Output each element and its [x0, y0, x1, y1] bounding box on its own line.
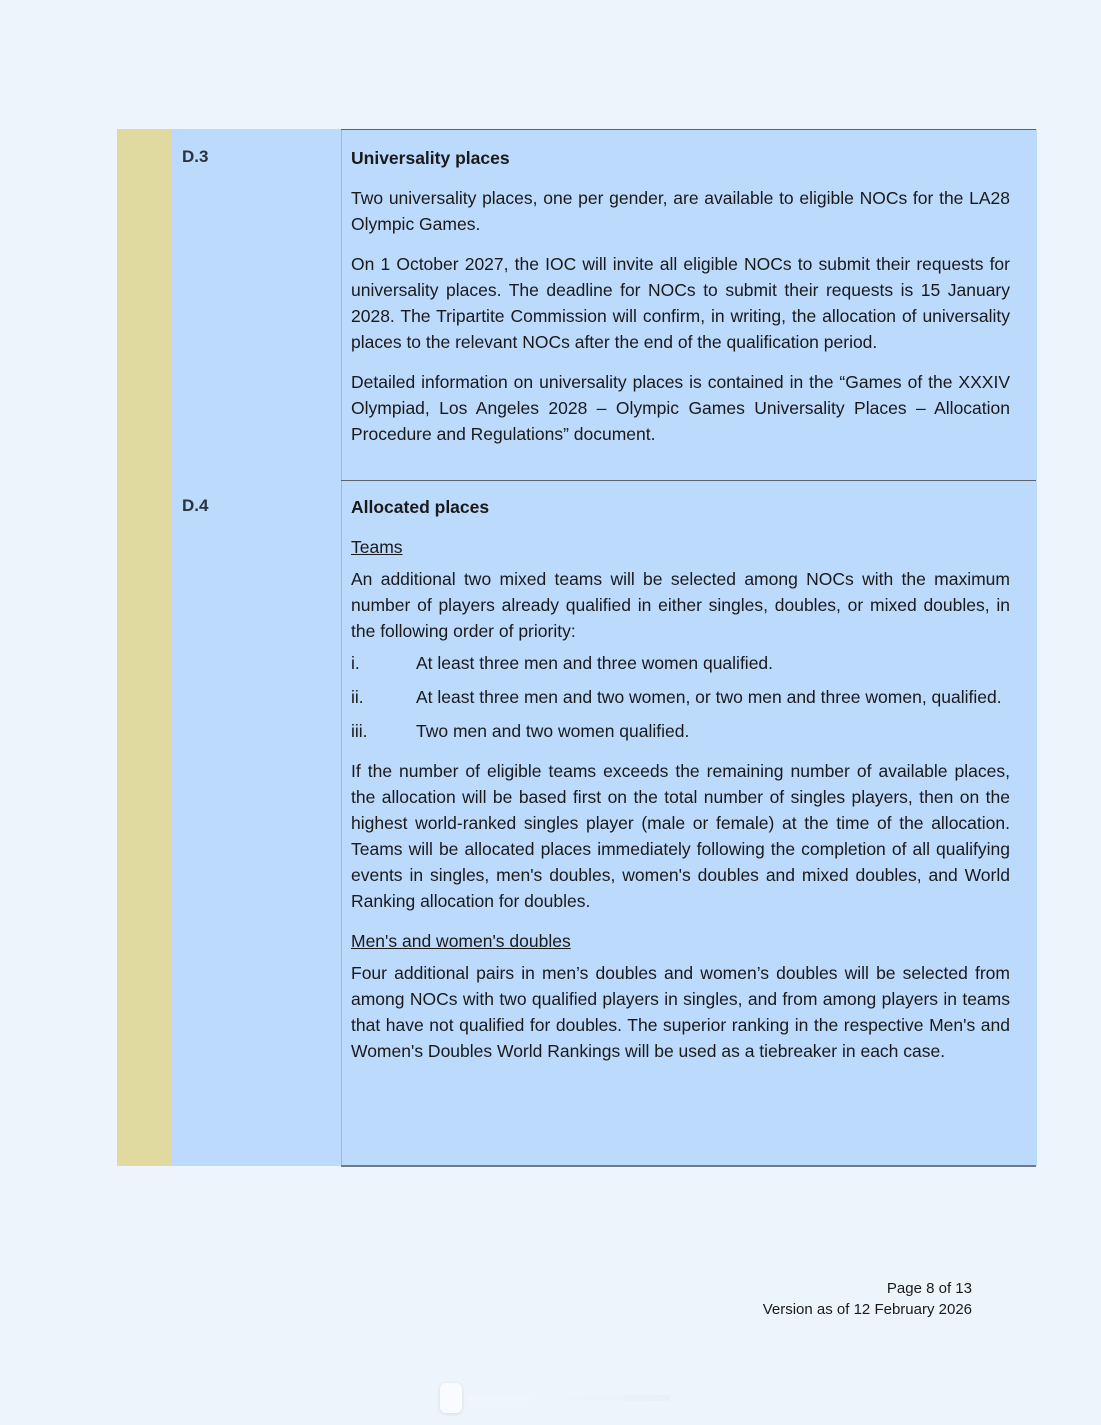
section-code-d3: D.3	[182, 147, 209, 166]
page-scroll-indicator[interactable]	[440, 1383, 670, 1413]
teams-intro: An additional two mixed teams will be selected among NOCs with the maximum number of players already qualified in either singles, doubles, or mixed doubles, in the following order of priority:	[351, 569, 1010, 641]
priority-item	[351, 650, 1010, 676]
page-footer	[763, 1278, 972, 1320]
section-title-d3: Universality places	[351, 148, 510, 168]
priority-number: i.	[351, 653, 360, 673]
priority-number: iii.	[351, 721, 368, 741]
margin-strip	[117, 129, 171, 1166]
teams-subheading: Teams	[351, 537, 403, 557]
d3-paragraph-3: Detailed information on universality places is contained in the “Games of the XXXIV Olympiad, Los Angeles 2028 – Olympic Games Universality Places – Allocation Procedure and Regulations” document.	[351, 372, 1010, 444]
table-top-rule	[341, 129, 1036, 130]
version-date: Version as of 12 February 2026	[762, 1301, 972, 1318]
table-bottom-rule	[341, 1165, 1036, 1167]
section-code-d4: D.4	[182, 496, 209, 515]
priority-text: At least three men and two women, or two men and three women, qualified.	[416, 687, 1002, 707]
qualification-table	[117, 129, 1036, 1166]
priority-item	[351, 718, 1010, 744]
doubles-text: Four additional pairs in men’s doubles and women’s doubles will be selected from among NOCs with two qualified players in singles, and from among players in teams that have not qualified for doubles. The superior ranking in the respective Men's and Women's Doubles World Rankings will be used as a tiebreaker in each case.	[351, 963, 1010, 1061]
doubles-subheading: Men's and women's doubles	[351, 931, 571, 951]
priority-text: Two men and two women qualified.	[416, 721, 690, 741]
page-number: Page 8 of 13	[886, 1280, 972, 1297]
priority-number: ii.	[351, 687, 364, 707]
section-d4	[351, 494, 1010, 1078]
section-d3	[351, 145, 1010, 461]
d3-paragraph-1: Two universality places, one per gender, are available to eligible NOCs for the LA28 Olympic Games.	[351, 188, 1010, 234]
priority-text: At least three men and three women qualified.	[416, 653, 774, 673]
scroll-thumb[interactable]	[440, 1383, 462, 1413]
priority-item	[351, 684, 1010, 710]
code-column	[171, 129, 341, 1166]
section-title-d4: Allocated places	[351, 497, 490, 517]
table-row-divider	[341, 480, 1036, 481]
teams-closing: If the number of eligible teams exceeds the remaining number of available places, the allocation will be based first on the total number of singles players, then on the highest world-ranked singles player (male or female) at the time of the allocation. Teams will be allocated places immediately following the completion of all qualifying events in singles, men's doubles, women's doubles and mixed doubles, and World Ranking allocation for doubles.	[351, 761, 1010, 911]
scroll-track[interactable]	[468, 1395, 670, 1401]
d3-paragraph-2: On 1 October 2027, the IOC will invite all eligible NOCs to submit their requests for universality places. The deadline for NOCs to submit their requests is 15 January 2028. The Tripartite Commission will confirm, in writing, the allocation of universality places to the relevant NOCs after the end of the qualification period.	[351, 254, 1010, 352]
